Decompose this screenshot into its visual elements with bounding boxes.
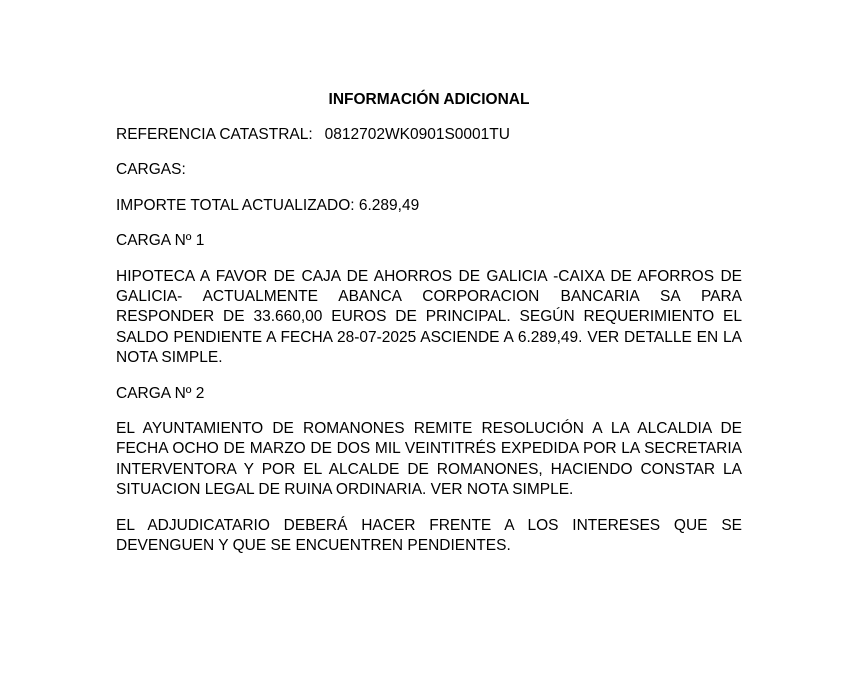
charge-1-text: HIPOTECA A FAVOR DE CAJA DE AHORROS DE GALICIA -CAIXA DE AFORROS DE GALICIA- ACTUALMENTE ABANCA CORPORACION BANCARIA SA PARA RESPONDER DE 33.660,00 EUROS DE PRINCIPAL. SEGÚN REQUERIMIENTO EL SALDO PENDIENTE A FECHA 28-07-2025 ASCIENDE A 6.289,49. VER DETALLE EN LA NOTA SIMPLE.: [116, 267, 742, 367]
cargas-label: CARGAS:: [116, 161, 186, 179]
cadastral-reference-label: REFERENCIA CATASTRAL:: [116, 126, 313, 143]
total-amount: IMPORTE TOTAL ACTUALIZADO: 6.289,49: [116, 196, 420, 214]
cadastral-reference-value: 0812702WK0901S0001TU: [324, 126, 510, 143]
document-page: [116, 90, 742, 572]
document-title: INFORMACIÓN ADICIONAL: [328, 91, 530, 108]
charge-2-heading: CARGA Nº 2: [116, 384, 205, 402]
cadastral-reference: [116, 125, 742, 145]
charge-2-text: EL AYUNTAMIENTO DE ROMANONES REMITE RESOLUCIÓN A LA ALCALDIA DE FECHA OCHO DE MARZO DE DOS MIL VEINTITRÉS EXPEDIDA POR LA SECRETARIA INTERVENTORA Y POR EL ALCALDE DE ROMANONES, HACIENDO CONSTAR LA SITUACION LEGAL DE RUINA ORDINARIA. VER NOTA SIMPLE.: [116, 420, 742, 499]
closing-paragraph: EL ADJUDICATARIO DEBERÁ HACER FRENTE A LOS INTERESES QUE SE DEVENGUEN Y QUE SE ENCUENTREN PENDIENTES.: [116, 516, 742, 555]
charge-1-heading: CARGA Nº 1: [116, 232, 205, 250]
